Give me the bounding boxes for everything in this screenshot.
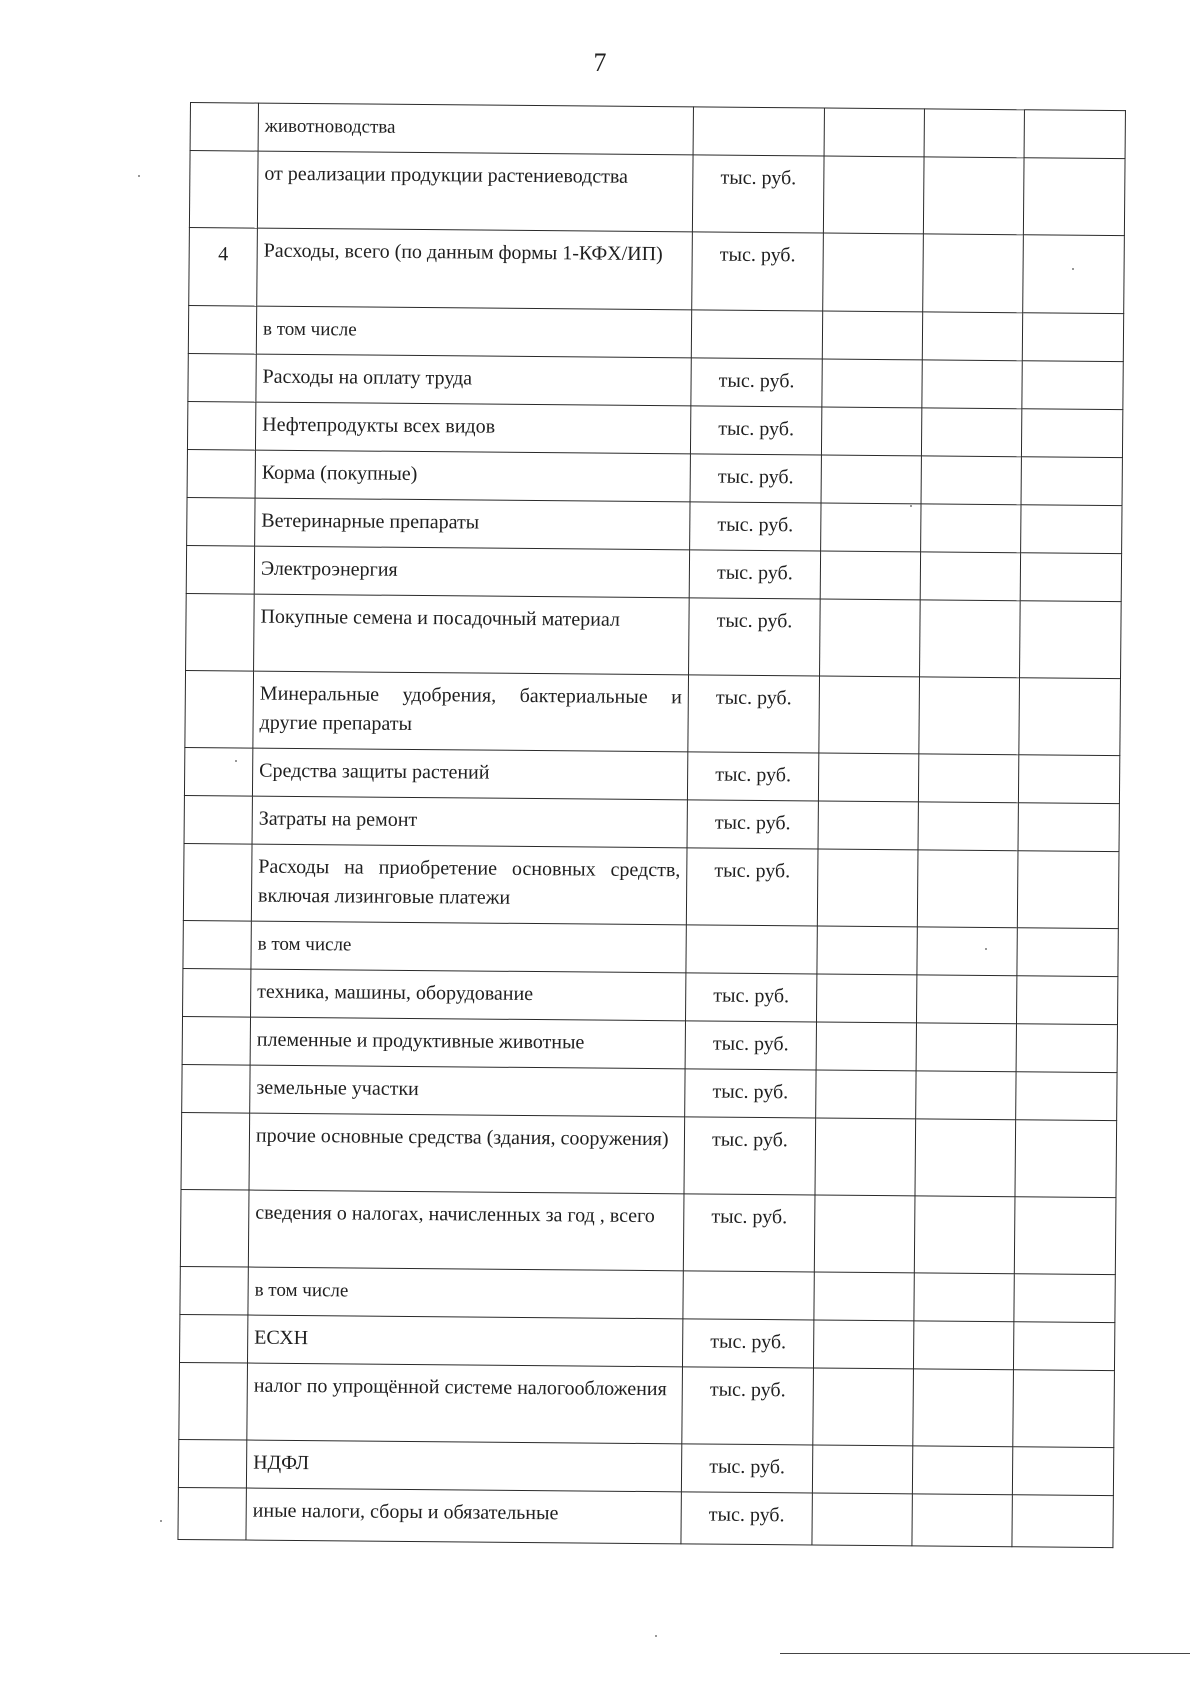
value-cell-2 <box>923 157 1024 235</box>
indicator-name-cell: НДФЛ <box>246 1440 681 1492</box>
table-row <box>178 1487 1113 1547</box>
unit-cell <box>686 925 817 974</box>
indicator-name-cell: Ветеринарные препараты <box>255 498 690 550</box>
table-row <box>188 353 1123 409</box>
scan-speck <box>138 175 140 177</box>
scan-speck <box>1072 268 1074 270</box>
row-number-cell <box>184 747 252 796</box>
row-number-cell <box>187 401 255 450</box>
value-cell-2 <box>917 850 1018 928</box>
value-cell-1 <box>820 599 921 677</box>
unit-cell: тыс. руб. <box>690 406 821 455</box>
value-cell-1 <box>813 1368 914 1446</box>
indicators-table-body <box>178 103 1126 1548</box>
scan-speck <box>655 1635 657 1637</box>
table-row <box>182 1064 1117 1120</box>
indicator-name-cell: Затраты на ремонт <box>252 796 687 848</box>
unit-cell: тыс. руб. <box>690 502 821 551</box>
row-number-cell <box>182 1016 250 1065</box>
unit-cell: тыс. руб. <box>685 1021 816 1070</box>
value-cell-2 <box>914 1273 1014 1322</box>
value-cell-2 <box>917 927 1017 976</box>
value-cell-3 <box>1021 505 1122 554</box>
table-row <box>187 449 1122 505</box>
value-cell-2 <box>918 754 1018 803</box>
value-cell-2 <box>923 234 1024 313</box>
table-row <box>178 1439 1113 1495</box>
indicator-name-cell: Расходы, всего (по данным формы 1-КФХ/ИП) <box>257 228 693 310</box>
table-row <box>183 920 1118 976</box>
table-row <box>179 1362 1115 1447</box>
row-number-cell <box>187 497 255 546</box>
row-number-cell <box>186 545 254 594</box>
table-row <box>185 670 1121 755</box>
value-cell-2 <box>918 802 1018 851</box>
value-cell-2 <box>913 1321 1013 1370</box>
indicator-name-cell: племенные и продуктивные животные <box>250 1017 685 1069</box>
indicator-name-cell: прочие основные средства (здания, сооружения) <box>249 1113 685 1194</box>
value-cell-3 <box>1022 361 1123 410</box>
unit-cell: тыс. руб. <box>686 848 818 926</box>
value-cell-2 <box>912 1446 1012 1495</box>
row-number-cell <box>181 1112 250 1190</box>
row-number-cell <box>190 103 258 152</box>
value-cell-2 <box>913 1369 1014 1447</box>
value-cell-2 <box>921 504 1021 553</box>
value-cell-1 <box>814 1272 914 1321</box>
value-cell-1 <box>823 233 924 312</box>
unit-cell: тыс. руб. <box>683 1194 815 1272</box>
value-cell-3 <box>1012 1447 1113 1496</box>
unit-cell: тыс. руб. <box>689 598 821 676</box>
value-cell-1 <box>813 1320 913 1369</box>
table-row <box>188 305 1123 361</box>
value-cell-3 <box>1023 235 1125 314</box>
value-cell-3 <box>1012 1495 1113 1548</box>
row-number-cell <box>187 449 255 498</box>
value-cell-2 <box>920 600 1021 678</box>
value-cell-1 <box>818 753 918 802</box>
value-cell-3 <box>1020 601 1122 679</box>
table-row <box>181 1112 1117 1197</box>
value-cell-1 <box>818 801 918 850</box>
value-cell-3 <box>1016 976 1117 1025</box>
indicator-name-cell: в том числе <box>248 1267 683 1319</box>
value-cell-3 <box>1018 755 1119 804</box>
table-row <box>187 401 1122 457</box>
table-row <box>190 103 1125 159</box>
unit-cell: тыс. руб. <box>687 752 818 801</box>
value-cell-1 <box>812 1493 912 1546</box>
value-cell-1 <box>820 551 920 600</box>
value-cell-1 <box>819 676 920 754</box>
value-cell-2 <box>915 1119 1016 1197</box>
value-cell-3 <box>1020 553 1121 602</box>
value-cell-2 <box>920 552 1020 601</box>
value-cell-1 <box>822 311 922 360</box>
unit-cell: тыс. руб. <box>692 155 824 233</box>
row-number-cell <box>180 1189 249 1267</box>
indicator-name-cell: налог по упрощённой системе налогообложения <box>247 1363 683 1444</box>
value-cell-1 <box>816 1070 916 1119</box>
table-row <box>183 843 1119 928</box>
indicator-name-cell: Минеральные удобрения, бактериальные и другие препараты <box>253 671 689 752</box>
table-row <box>186 593 1122 678</box>
row-number-cell <box>188 305 256 354</box>
indicator-name-cell: Средства защиты растений <box>252 748 687 800</box>
value-cell-3 <box>1018 803 1119 852</box>
row-number-cell <box>188 353 256 402</box>
indicator-name-cell: в том числе <box>256 306 691 358</box>
indicator-name-cell: Покупные семена и посадочный материал <box>254 594 690 675</box>
value-cell-1 <box>817 849 918 927</box>
table-row <box>180 1266 1115 1322</box>
indicator-name-cell: животноводства <box>258 103 693 155</box>
value-cell-1 <box>822 359 922 408</box>
value-cell-3 <box>1013 1370 1115 1448</box>
row-number-cell <box>183 968 251 1017</box>
indicator-name-cell: Электроэнергия <box>254 546 689 598</box>
table-row <box>187 497 1122 553</box>
unit-cell: тыс. руб. <box>685 1069 816 1118</box>
value-cell-3 <box>1016 1072 1117 1121</box>
value-cell-3 <box>1017 928 1118 977</box>
unit-cell <box>691 310 822 359</box>
row-number-cell <box>178 1487 246 1540</box>
row-number-cell <box>178 1439 246 1488</box>
table-row <box>189 151 1125 236</box>
row-number-cell <box>182 1064 250 1113</box>
indicator-name-cell: в том числе <box>251 921 686 973</box>
row-number-cell <box>184 795 252 844</box>
table-row <box>186 545 1121 601</box>
unit-cell: тыс. руб. <box>681 1444 812 1493</box>
scan-speck <box>910 505 912 507</box>
value-cell-3 <box>1024 110 1125 159</box>
value-cell-3 <box>1022 313 1123 362</box>
table-row <box>182 1016 1117 1072</box>
indicator-name-cell: техника, машины, оборудование <box>251 969 686 1021</box>
indicator-name-cell: сведения о налогах, начисленных за год , всего <box>248 1190 684 1271</box>
row-number-cell <box>180 1266 248 1315</box>
bottom-rule <box>780 1653 1190 1654</box>
unit-cell: тыс. руб. <box>688 675 820 753</box>
value-cell-1 <box>821 455 921 504</box>
unit-cell: тыс. руб. <box>689 550 820 599</box>
indicator-name-cell: Корма (покупные) <box>255 450 690 502</box>
unit-cell: тыс. руб. <box>682 1367 814 1445</box>
unit-cell <box>693 107 824 156</box>
value-cell-2 <box>919 677 1020 755</box>
indicator-name-cell: Нефтепродукты всех видов <box>255 402 690 454</box>
value-cell-1 <box>817 926 917 975</box>
indicator-name-cell: Расходы на приобретение основных средств, включая лизинговые платежи <box>251 844 687 925</box>
row-number-cell <box>179 1362 248 1440</box>
table-row <box>180 1189 1116 1274</box>
value-cell-3 <box>1017 851 1119 929</box>
row-number-cell <box>185 670 254 748</box>
unit-cell: тыс. руб. <box>681 1492 812 1545</box>
value-cell-2 <box>916 1023 1016 1072</box>
value-cell-1 <box>823 156 924 234</box>
value-cell-2 <box>914 1196 1015 1274</box>
value-cell-1 <box>816 974 916 1023</box>
value-cell-1 <box>824 108 924 157</box>
table-row <box>180 1314 1115 1370</box>
value-cell-3 <box>1014 1197 1116 1275</box>
indicator-name-cell: ЕСХН <box>247 1315 682 1367</box>
value-cell-2 <box>922 312 1022 361</box>
indicators-table <box>177 102 1126 1548</box>
value-cell-2 <box>921 408 1021 457</box>
indicator-name-cell: иные налоги, сборы и обязательные <box>246 1488 681 1544</box>
value-cell-1 <box>812 1445 912 1494</box>
indicator-name-cell: Расходы на оплату труда <box>256 354 691 406</box>
value-cell-3 <box>1023 158 1125 236</box>
unit-cell: тыс. руб. <box>690 454 821 503</box>
row-number-cell <box>180 1314 248 1363</box>
value-cell-1 <box>821 503 921 552</box>
value-cell-1 <box>814 1195 915 1273</box>
unit-cell: тыс. руб. <box>691 358 822 407</box>
value-cell-3 <box>1015 1120 1117 1198</box>
value-cell-3 <box>1016 1024 1117 1073</box>
unit-cell <box>683 1271 814 1320</box>
indicator-name-cell: от реализации продукции растениеводства <box>257 151 693 232</box>
unit-cell: тыс. руб. <box>692 232 824 311</box>
row-number-cell <box>186 593 255 671</box>
scan-speck <box>160 1520 162 1522</box>
row-number-cell: 4 <box>189 227 258 306</box>
indicator-name-cell: земельные участки <box>250 1065 685 1117</box>
value-cell-2 <box>912 1494 1012 1547</box>
row-number-cell <box>183 920 251 969</box>
unit-cell: тыс. руб. <box>686 973 817 1022</box>
value-cell-2 <box>916 1071 1016 1120</box>
value-cell-1 <box>821 407 921 456</box>
table-row <box>183 968 1118 1024</box>
value-cell-2 <box>922 360 1022 409</box>
scan-speck <box>235 760 237 762</box>
table-row <box>184 747 1119 803</box>
table-row <box>184 795 1119 851</box>
unit-cell: тыс. руб. <box>682 1319 813 1368</box>
unit-cell: тыс. руб. <box>684 1117 816 1195</box>
value-cell-3 <box>1021 457 1122 506</box>
page-number: 7 <box>593 48 607 77</box>
value-cell-1 <box>815 1118 916 1196</box>
value-cell-3 <box>1013 1322 1114 1371</box>
row-number-cell <box>189 151 258 229</box>
table-row <box>189 227 1125 313</box>
row-number-cell <box>183 843 252 921</box>
value-cell-2 <box>924 109 1024 158</box>
value-cell-3 <box>1021 409 1122 458</box>
value-cell-3 <box>1014 1274 1115 1323</box>
scan-speck <box>985 948 987 950</box>
value-cell-2 <box>916 975 1016 1024</box>
indicators-table-wrapper <box>177 102 1126 1548</box>
unit-cell: тыс. руб. <box>687 800 818 849</box>
value-cell-2 <box>921 456 1021 505</box>
value-cell-3 <box>1019 678 1121 756</box>
value-cell-1 <box>816 1022 916 1071</box>
